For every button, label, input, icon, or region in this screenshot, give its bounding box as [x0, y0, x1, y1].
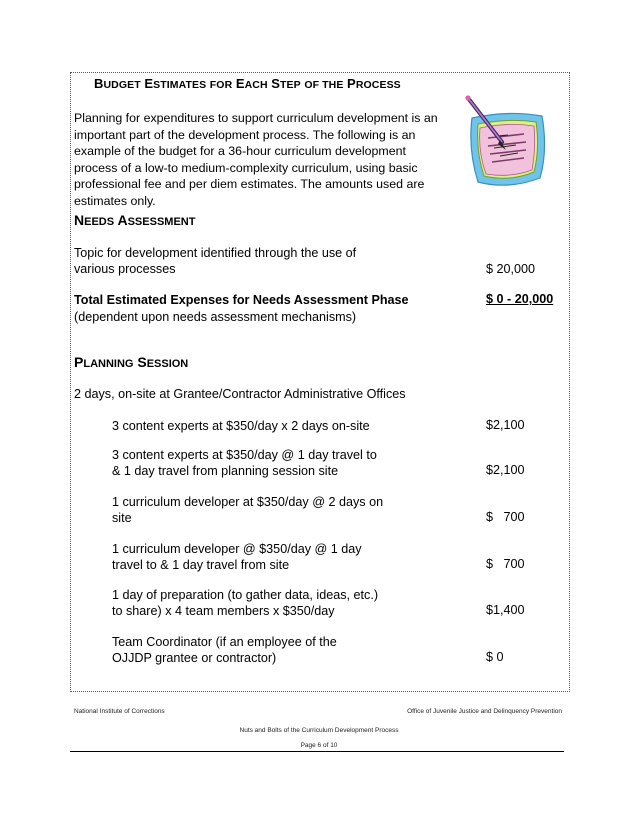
item-line: 1 curriculum developer at $350/day @ 2 days on — [112, 495, 384, 509]
needs-total-label: Total Estimated Expenses for Needs Assessment Phase — [74, 293, 409, 307]
planning-location: 2 days, on-site at Grantee/Contractor Administrative Offices — [74, 387, 406, 401]
intro-line: important part of the development process. The following is an — [74, 127, 416, 142]
budget-item-amount: $ 700 — [486, 510, 525, 524]
item-line: Team Coordinator (if an employee of the — [112, 635, 337, 649]
budget-item-amount: $2,100 — [486, 418, 525, 432]
needs-assessment-heading: NEEDS ASSESSMENT — [74, 212, 196, 228]
budget-item — [112, 447, 377, 480]
planning-session-heading: PLANNING SESSION — [74, 354, 189, 370]
item-line: 3 content experts at $350/day x 2 days on-site — [112, 419, 370, 433]
needs-total-note: (dependent upon needs assessment mechanisms) — [74, 310, 357, 324]
page-title: BUDGET ESTIMATES FOR EACH STEP OF THE PROCESS — [94, 76, 401, 91]
needs-topic — [74, 245, 356, 278]
item-line: site — [112, 511, 132, 526]
budget-item — [112, 587, 378, 620]
budget-item — [112, 418, 370, 434]
footer-center: Nuts and Bolts of the Curriculum Development Process — [239, 727, 399, 734]
budget-item-amount: $ 700 — [486, 557, 525, 571]
intro-line: Planning for expenditures to support curriculum development is an — [74, 111, 438, 125]
needs-total-amount: $ 0 - 20,000 — [486, 292, 554, 306]
intro-paragraph — [74, 110, 454, 210]
item-line: & 1 day travel from planning session site — [112, 464, 339, 479]
budget-item-amount: $2,100 — [486, 463, 525, 477]
footer-rule — [70, 751, 564, 752]
budget-item-amount: $1,400 — [486, 603, 525, 617]
intro-line: estimates only. — [74, 193, 156, 208]
budget-item-amount: $ 0 — [486, 650, 504, 664]
item-line: 1 day of preparation (to gather data, ideas, etc.) — [112, 588, 379, 602]
intro-line: professional fee and per diem estimates. The amounts used are — [74, 177, 425, 192]
item-line: travel to & 1 day travel from site — [112, 558, 290, 573]
item-line: OJJDP grantee or contractor) — [112, 651, 277, 666]
item-line: various processes — [74, 262, 176, 277]
budget-item — [112, 494, 383, 527]
needs-topic-amount: $ 20,000 — [486, 262, 536, 276]
item-line: 1 curriculum developer @ $350/day @ 1 day — [112, 542, 362, 556]
footer-left: National Institute of Corrections — [74, 708, 165, 715]
item-line: Topic for development identified through the use of — [74, 246, 357, 260]
intro-line: example of the budget for a 36-hour curriculum development — [74, 144, 406, 159]
budget-item — [112, 541, 362, 574]
item-line: to share) x 4 team members x $350/day — [112, 604, 335, 619]
notepad-pencil-icon — [458, 90, 554, 194]
footer-right: Office of Juvenile Justice and Delinquency Prevention — [407, 708, 562, 715]
page-number: Page 6 of 10 — [300, 742, 338, 749]
budget-item — [112, 634, 337, 667]
intro-line: process of a low-to medium-complexity curriculum, using basic — [74, 160, 418, 175]
item-line: 3 content experts at $350/day @ 1 day travel to — [112, 448, 377, 462]
